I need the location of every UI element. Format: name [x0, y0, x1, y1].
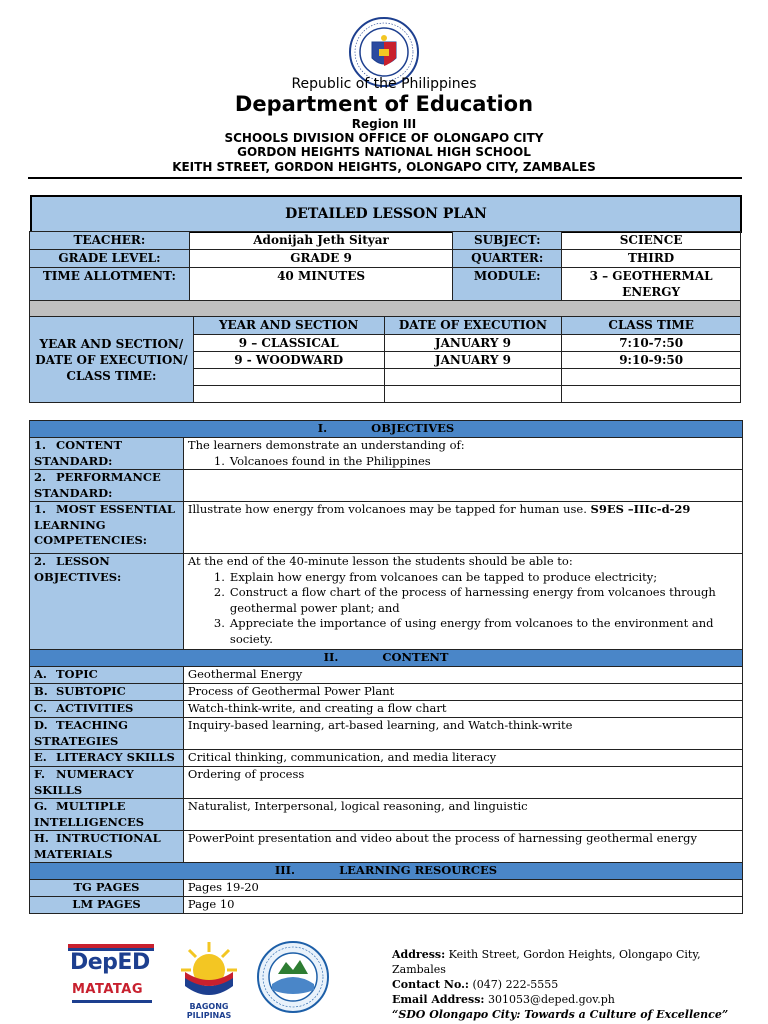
school-line: GORDON HEIGHTS NATIONAL HIGH SCHOOL — [237, 145, 531, 159]
republic-line: Republic of the Philippines — [291, 76, 477, 92]
content-label: C. ACTIVITIES — [30, 701, 184, 718]
grade-value: GRADE 9 — [189, 250, 452, 268]
footer-email: 301053@deped.gov.ph — [488, 993, 615, 1006]
footer-contact: (047) 222-5555 — [472, 978, 559, 991]
footer-contact-label: Contact No.: — [392, 978, 469, 991]
teacher-label: TEACHER: — [30, 232, 190, 250]
dlp-title: DETAILED LESSON PLAN — [285, 206, 487, 222]
school-address-line: KEITH STREET, GORDON HEIGHTS, OLONGAPO CITY, ZAMBALES — [172, 160, 596, 174]
lm-pages-label: LM PAGES — [30, 897, 184, 914]
content-label: H. INTRUCTIONAL MATERIALS — [30, 831, 184, 863]
content-value: Watch-think-write, and creating a flow chart — [183, 701, 742, 718]
schedule-cell — [384, 386, 562, 403]
list-item: 2. Construct a flow chart of the process of harnessing energy from volcanoes through geothermal power plant; and — [213, 585, 716, 615]
subject-label: SUBJECT: — [453, 232, 562, 250]
schedule-table — [29, 316, 741, 403]
module-label: MODULE: — [453, 268, 562, 301]
quarter-value: THIRD — [562, 250, 741, 268]
schedule-header: CLASS TIME — [562, 317, 741, 335]
content-value: Geothermal Energy — [183, 667, 742, 684]
subject-value: SCIENCE — [562, 232, 741, 250]
schedule-cell: 7:10-7:50 — [562, 335, 741, 352]
schedule-cell — [193, 369, 384, 386]
content-value: Ordering of process — [183, 767, 742, 799]
list-item: 1. Explain how energy from volcanoes can be tapped to produce electricity; — [213, 569, 658, 584]
schedule-header: YEAR AND SECTION — [193, 317, 384, 335]
content-label: F. NUMERACY SKILLS — [30, 767, 184, 799]
schedule-cell: 9 – CLASSICAL — [193, 335, 384, 352]
schedule-header: DATE OF EXECUTION — [384, 317, 562, 335]
content-label: A. TOPIC — [30, 667, 184, 684]
content-label: E. LITERACY SKILLS — [30, 750, 184, 767]
teacher-value: Adonijah Jeth Sityar — [189, 232, 452, 250]
melc-cell — [183, 502, 742, 554]
content-value: Inquiry-based learning, art-based learning, and Watch-think-write — [183, 718, 742, 750]
list-item: 1. Volcanoes found in the Philippines — [213, 453, 431, 468]
performance-standard-value — [183, 470, 742, 502]
content-value: Critical thinking, communication, and media literacy — [183, 750, 742, 767]
time-value: 40 MINUTES — [189, 268, 452, 301]
bagong-pilipinas-logo — [170, 940, 248, 1020]
footer-motto: “SDO Olongapo City: Towards a Culture of Excellence” — [392, 1008, 729, 1021]
content-label: B. SUBTOPIC — [30, 684, 184, 701]
melc-text: Illustrate how energy from volcanoes may be tapped for human use. — [187, 502, 587, 516]
quarter-label: QUARTER: — [453, 250, 562, 268]
content-value: Process of Geothermal Power Plant — [183, 684, 742, 701]
matatag-wordmark: MATATAG — [72, 982, 143, 997]
time-label: TIME ALLOTMENT: — [30, 268, 190, 301]
department-title: Department of Education — [234, 92, 534, 116]
schedule-cell — [562, 369, 741, 386]
lesson-objectives-label: 2. LESSON OBJECTIVES: — [30, 554, 184, 650]
schedule-cell — [384, 369, 562, 386]
content-heading: II. CONTENT — [30, 650, 743, 667]
module-value: 3 – GEOTHERMAL ENERGY — [562, 268, 741, 301]
grade-label: GRADE LEVEL: — [30, 250, 190, 268]
performance-standard-label: 2. PERFORMANCE STANDARD: — [30, 470, 184, 502]
schedule-cell — [562, 386, 741, 403]
schedule-cell: 9 - WOODWARD — [193, 352, 384, 369]
schedule-cell — [193, 386, 384, 403]
content-standard-cell — [183, 438, 742, 470]
schedule-cell: JANUARY 9 — [384, 352, 562, 369]
schedule-label: YEAR AND SECTION/ DATE OF EXECUTION/ CLASS TIME: — [30, 317, 194, 403]
region-line: Region III — [351, 117, 417, 131]
objectives-heading: I. OBJECTIVES — [30, 421, 743, 438]
lesson-objectives-intro: At the end of the 40-minute lesson the students should be able to: — [187, 554, 573, 568]
tg-pages-label: TG PAGES — [30, 880, 184, 897]
content-standard-text: The learners demonstrate an understanding of: — [187, 438, 465, 452]
melc-label: 1. MOST ESSENTIAL LEARNING COMPETENCIES: — [30, 502, 184, 554]
schedule-cell: JANUARY 9 — [384, 335, 562, 352]
lm-pages-value: Page 10 — [183, 897, 742, 914]
header-divider — [28, 177, 742, 179]
content-value: PowerPoint presentation and video about the process of harnessing geothermal energy — [183, 831, 742, 863]
content-standard-label: 1. CONTENT STANDARD: — [30, 438, 184, 470]
footer-address: Keith Street, Gordon Heights, Olongapo City, Zambales — [392, 948, 701, 976]
footer-email-label: Email Address: — [392, 993, 485, 1006]
footer-contact — [392, 947, 752, 1022]
schedule-cell: 9:10-9:50 — [562, 352, 741, 369]
resources-heading: III. LEARNING RESOURCES — [30, 863, 743, 880]
lesson-objectives-cell — [183, 554, 742, 650]
content-value: Naturalist, Interpersonal, logical reasoning, and linguistic — [183, 799, 742, 831]
content-label: G. MULTIPLE INTELLIGENCES — [30, 799, 184, 831]
bagong-pilipinas-text: BAGONG PILIPINAS — [186, 1002, 232, 1020]
melc-code: S9ES –IIIc-d-29 — [590, 502, 691, 516]
dlp-title-box — [30, 195, 742, 233]
lesson-plan-table — [29, 420, 743, 914]
deped-wordmark: DepED — [70, 950, 150, 975]
deped-matatag-logo — [66, 942, 156, 1008]
list-item: 3. Appreciate the importance of using energy from volcanoes to the environment and society. — [213, 616, 714, 646]
tg-pages-value: Pages 19-20 — [183, 880, 742, 897]
teacher-info-table — [29, 231, 741, 319]
footer-address-label: Address: — [392, 948, 446, 961]
division-line: SCHOOLS DIVISION OFFICE OF OLONGAPO CITY — [224, 131, 544, 145]
school-seal — [256, 940, 330, 1014]
content-label: D. TEACHING STRATEGIES — [30, 718, 184, 750]
